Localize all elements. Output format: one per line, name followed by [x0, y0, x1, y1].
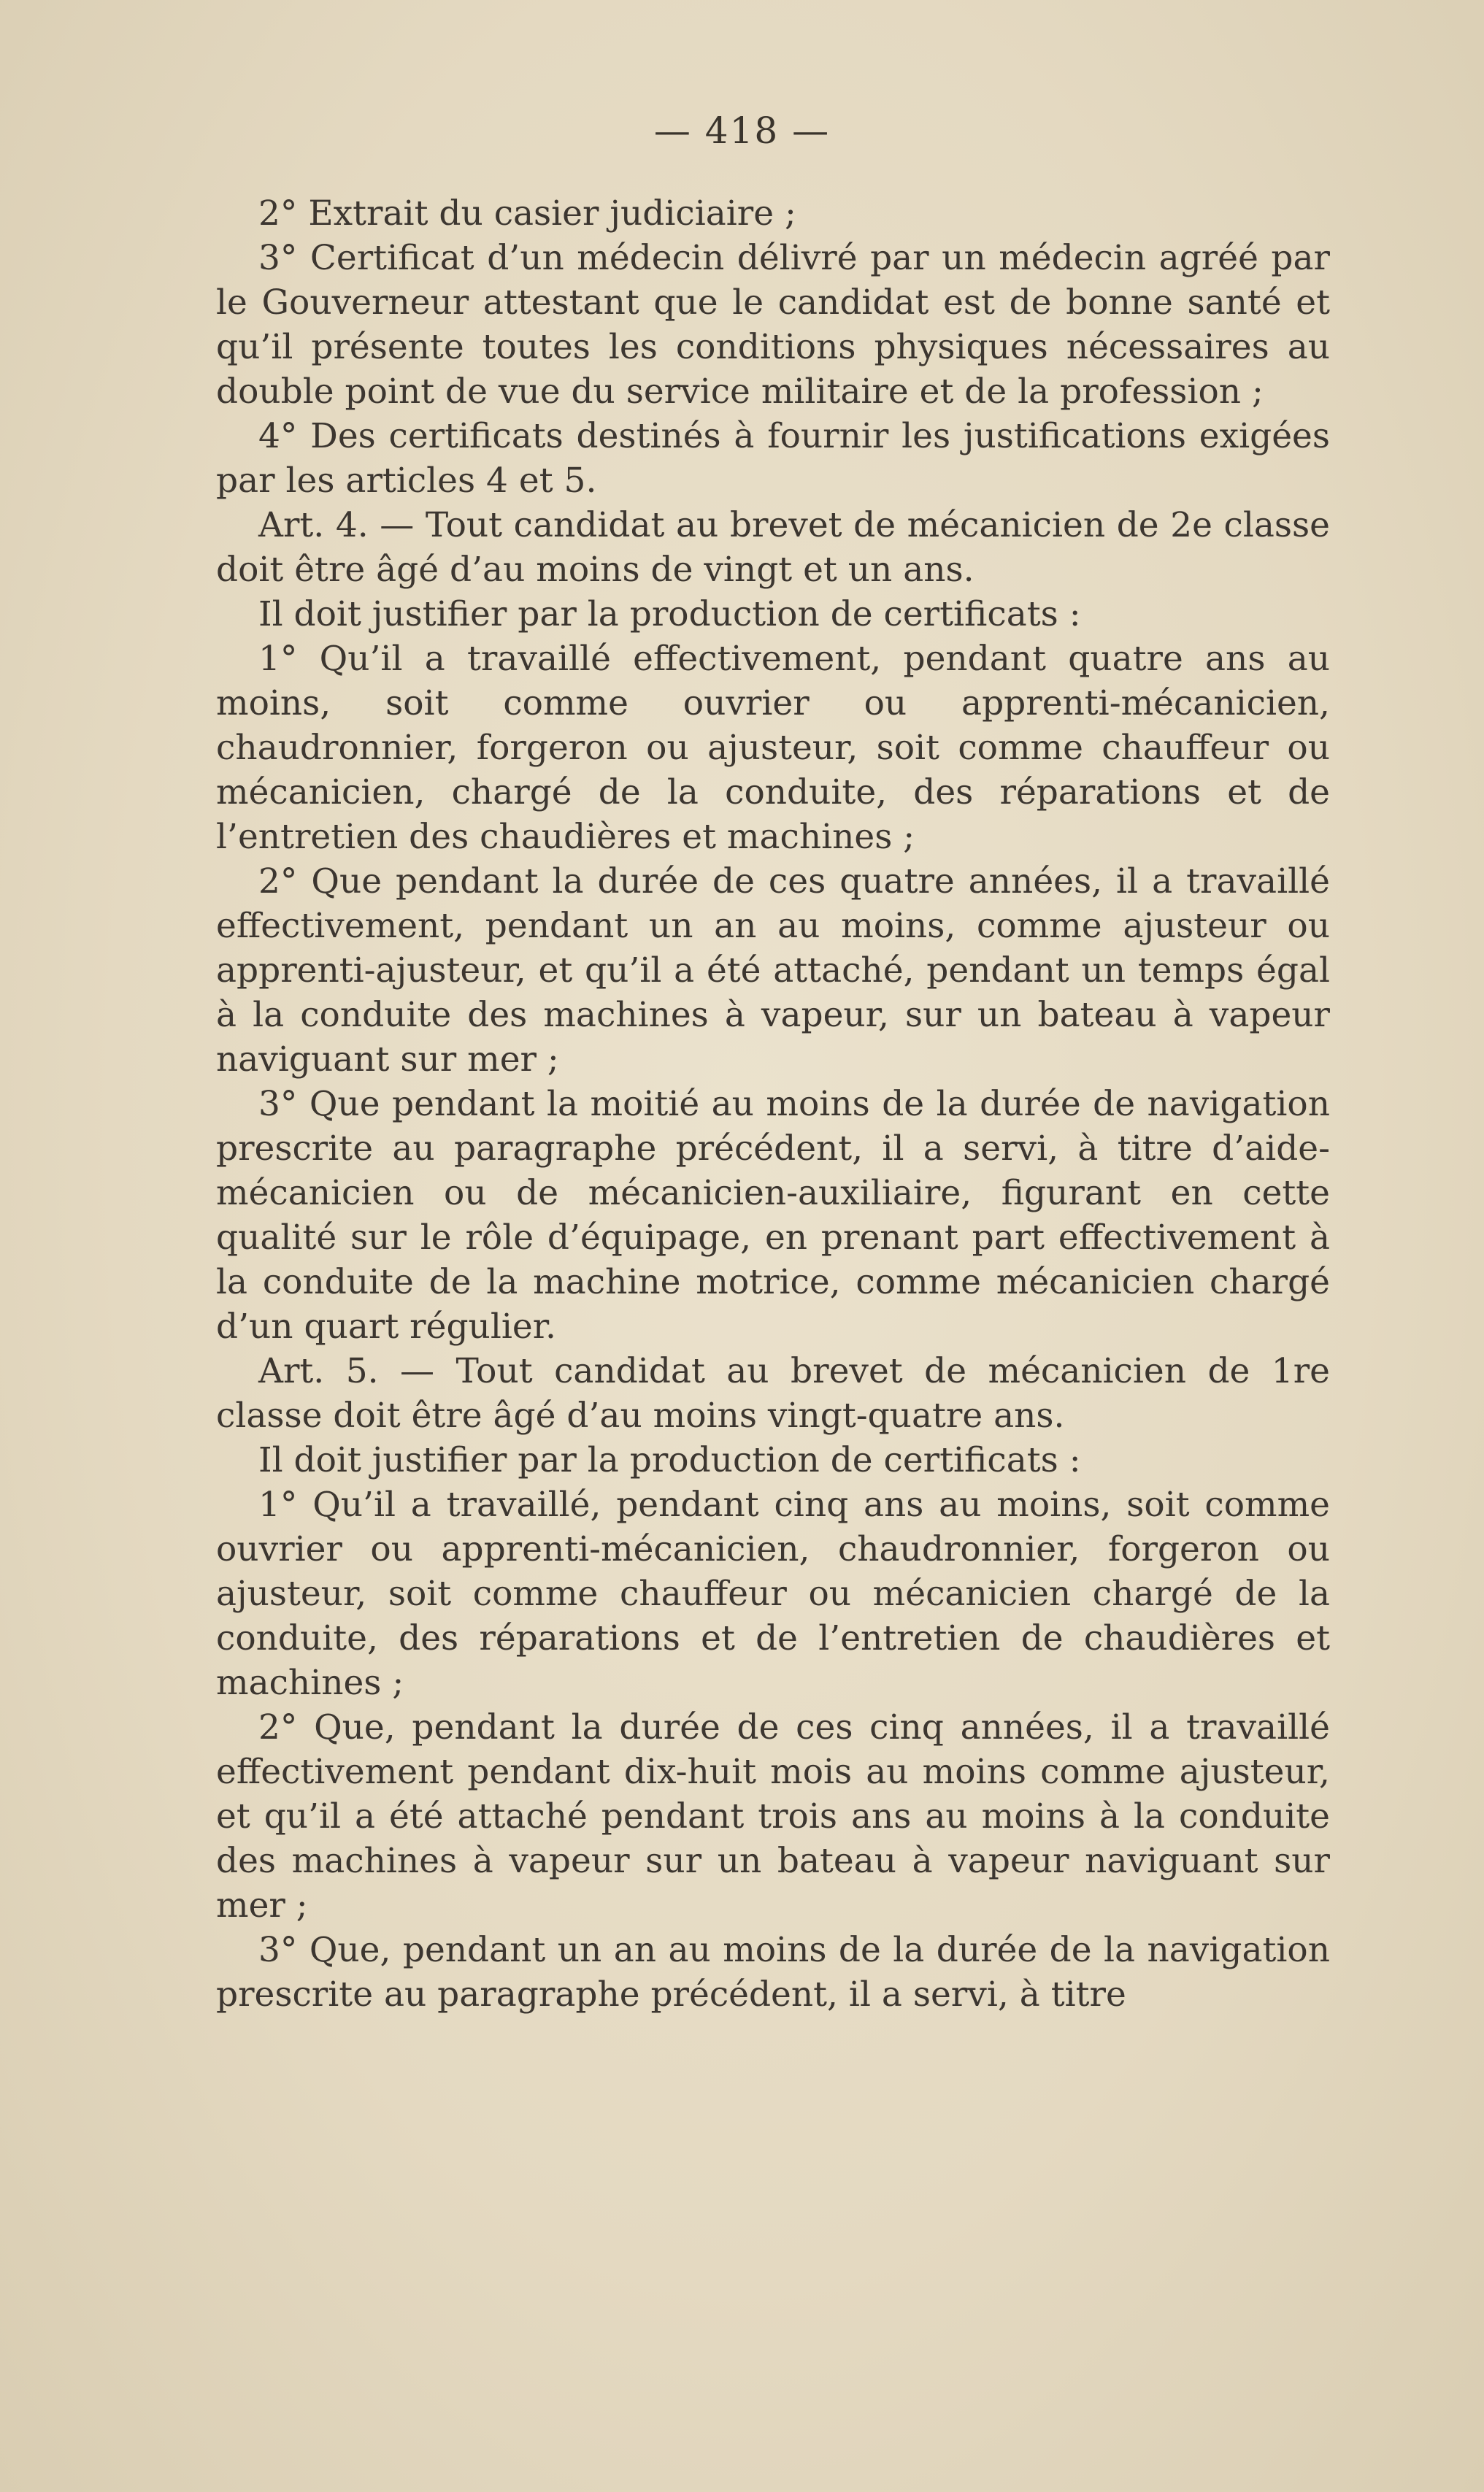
paragraph-art-4: Art. 4. — Tout candidat au brevet de mécanicien de 2e classe doit être âgé d’au moins de vingt et un ans.	[216, 505, 1330, 590]
paragraph-art-4-justifier: Il doit justifier par la production de certificats :	[258, 594, 1081, 634]
paragraph-art-5-item-1: 1° Qu’il a travaillé, pendant cinq ans au moins, soit comme ouvrier ou apprenti-mécanicien, chaudronnier, forgeron ou ajusteur, soit comme chauffeur ou mécanicien chargé de la conduite, des réparations et de l’entretien de chaudières et machines ;	[216, 1485, 1330, 1703]
page-number: — 418 —	[653, 109, 831, 152]
paragraph-art-4-item-3: 3° Que pendant la moitié au moins de la durée de navigation prescrite au paragraphe précédent, il a servi, à titre d’aide-mécanicien ou de mécanicien-auxiliaire, figurant en cette qualité sur le rôle d’équipage, en prenant part effectivement à la conduite de la machine motrice, comme mécanicien chargé d’un quart régulier.	[216, 1084, 1330, 1347]
body-text	[216, 191, 1330, 2017]
paragraph-art-4-item-2: 2° Que pendant la durée de ces quatre années, il a travaillé effectivement, pendant un an au moins, comme ajusteur ou apprenti-ajusteur, et qu’il a été attaché, pendant un temps égal à la conduite des machines à vapeur, sur un bateau à vapeur naviguant sur mer ;	[216, 861, 1330, 1080]
paragraph-art-5-item-2: 2° Que, pendant la durée de ces cinq années, il a travaillé effectivement pendant dix-huit mois au moins comme ajusteur, et qu’il a été attaché pendant trois ans au moins à la conduite des machines à vapeur sur un bateau à vapeur naviguant sur mer ;	[216, 1707, 1330, 1926]
paragraph-certificats-justifications: 4° Des certificats destinés à fournir les justifications exigées par les articles 4 et 5.	[216, 416, 1330, 501]
paragraph-art-4-item-1: 1° Qu’il a travaillé effectivement, pendant quatre ans au moins, soit comme ouvrier ou apprenti-mécanicien, chaudronnier, forgeron ou ajusteur, soit comme chauffeur ou mécanicien, chargé de la conduite, des réparations et de l’entretien des chaudières et machines ;	[216, 639, 1330, 857]
paragraph-art-5-item-3: 3° Que, pendant un an au moins de la durée de la navigation prescrite au paragraphe précédent, il a servi, à titre	[216, 1930, 1330, 2015]
paragraph-extrait: 2° Extrait du casier judiciaire ;	[258, 193, 796, 234]
paragraph-art-5-justifier: Il doit justifier par la production de certificats :	[258, 1440, 1081, 1480]
paragraph-certificat-medecin: 3° Certificat d’un médecin délivré par un médecin agréé par le Gouverneur attestant que le candidat est de bonne santé et qu’il présente toutes les conditions physiques nécessaires au double point de vue du service militaire et de la profession ;	[216, 238, 1330, 412]
paragraph-art-5: Art. 5. — Tout candidat au brevet de mécanicien de 1re classe doit être âgé d’au moins vingt-quatre ans.	[216, 1351, 1330, 1436]
